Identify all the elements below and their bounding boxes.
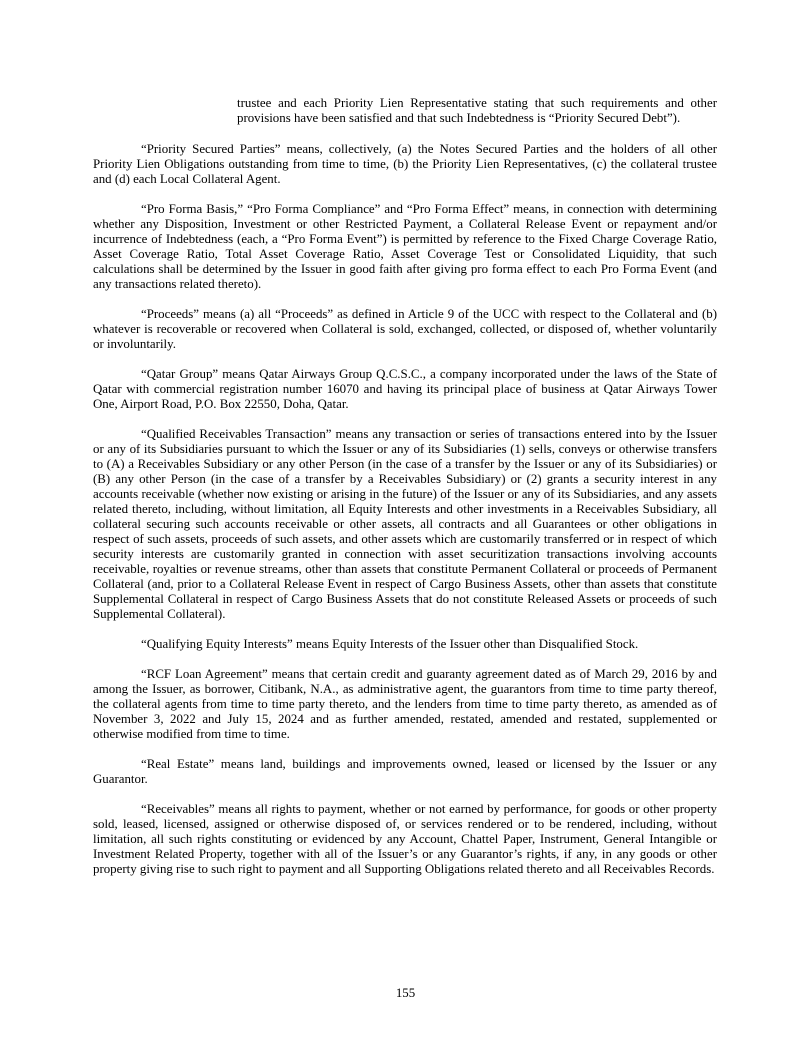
definition-paragraph-priority-secured-parties: “Priority Secured Parties” means, collectively, (a) the Notes Secured Parties and the holders of all other Priority Lien Obligations outstanding from time to time, (b) the Priority Lien Representatives, (c) the collateral trustee and (d) each Local Collateral Agent.: [93, 142, 717, 186]
definition-paragraph-receivables: “Receivables” means all rights to payment, whether or not earned by performance, for goods or other property sold, leased, licensed, assigned or otherwise disposed of, or services rendered or to be rendered, including, without limitation, all such rights constituting or evidenced by any Account, Chattel Paper, Instrument, General Intangible or Investment Related Property, together with all of the Issuer’s or any Guarantor’s rights, if any, in any goods or other property giving rise to such right to payment and all Supporting Obligations related thereto and all Receivables Records.: [93, 802, 717, 876]
definition-paragraph-real-estate: “Real Estate” means land, buildings and improvements owned, leased or licensed by the Issuer or any Guarantor.: [93, 757, 717, 786]
definition-paragraph-pro-forma-basis: “Pro Forma Basis,” “Pro Forma Compliance” and “Pro Forma Effect” means, in connection with determining whether any Disposition, Investment or other Restricted Payment, a Collateral Release Event or repayment and/or incurrence of Indebtedness (each, a “Pro Forma Event”) is permitted by reference to the Fixed Charge Coverage Ratio, Asset Coverage Ratio, Total Asset Coverage Ratio, Asset Coverage Test or Consolidated Liquidity, that such calculations shall be determined by the Issuer in good faith after giving pro forma effect to each Pro Forma Event (and any transactions related thereto).: [93, 202, 717, 291]
indented-continuation-paragraph: trustee and each Priority Lien Representative stating that such requirements and other provisions have been satisfied and that such Indebtedness is “Priority Secured Debt”).: [237, 96, 717, 125]
definition-paragraph-qualified-receivables-transaction: “Qualified Receivables Transaction” means any transaction or series of transactions entered into by the Issuer or any of its Subsidiaries pursuant to which the Issuer or any of its Subsidiaries (1) sells, conveys or otherwise transfers to (A) a Receivables Subsidiary or any other Person (in the case of a transfer by the Issuer or any of its Subsidiaries) or (B) any other Person (in the case of a transfer by a Receivables Subsidiary) or (2) grants a security interest in any accounts receivable (whether now existing or arising in the future) of the Issuer or any of its Subsidiaries, and any assets related thereto, including, without limitation, all Equity Interests and other investments in a Receivables Subsidiary, all collateral securing such accounts receivable or other assets, all contracts and all Guarantees or other obligations in respect of such assets, proceeds of such assets, and other assets which are customarily transferred or in respect of which security interests are customarily granted in connection with asset securitization transactions involving accounts receivable, royalties or revenue streams, other than assets that constitute Permanent Collateral or proceeds of Permanent Collateral (and, prior to a Collateral Release Event in respect of Cargo Business Assets, other than assets that constitute Supplemental Collateral in respect of Cargo Business Assets that do not constitute Released Assets or proceeds of such Supplemental Collateral).: [93, 427, 717, 621]
definition-paragraph-proceeds: “Proceeds” means (a) all “Proceeds” as defined in Article 9 of the UCC with respect to the Collateral and (b) whatever is recoverable or recovered when Collateral is sold, exchanged, collected, or disposed of, whether voluntarily or involuntarily.: [93, 307, 717, 351]
definition-paragraph-qatar-group: “Qatar Group” means Qatar Airways Group Q.C.S.C., a company incorporated under the laws of the State of Qatar with commercial registration number 16070 and having its principal place of business at Qatar Airways Tower One, Airport Road, P.O. Box 22550, Doha, Qatar.: [93, 367, 717, 411]
page-content: [93, 96, 717, 892]
definition-paragraph-qualifying-equity-interests: “Qualifying Equity Interests” means Equity Interests of the Issuer other than Disqualified Stock.: [141, 637, 639, 651]
definition-paragraph-rcf-loan-agreement: “RCF Loan Agreement” means that certain credit and guaranty agreement dated as of March 29, 2016 by and among the Issuer, as borrower, Citibank, N.A., as administrative agent, the guarantors from time to time party thereof, the collateral agents from time to time party thereto, and the lenders from time to time party thereto, as amended as of November 3, 2022 and July 15, 2024 and as further amended, restated, amended and restated, supplemented or otherwise modified from time to time.: [93, 667, 717, 741]
page-number: 155: [395, 986, 416, 1000]
